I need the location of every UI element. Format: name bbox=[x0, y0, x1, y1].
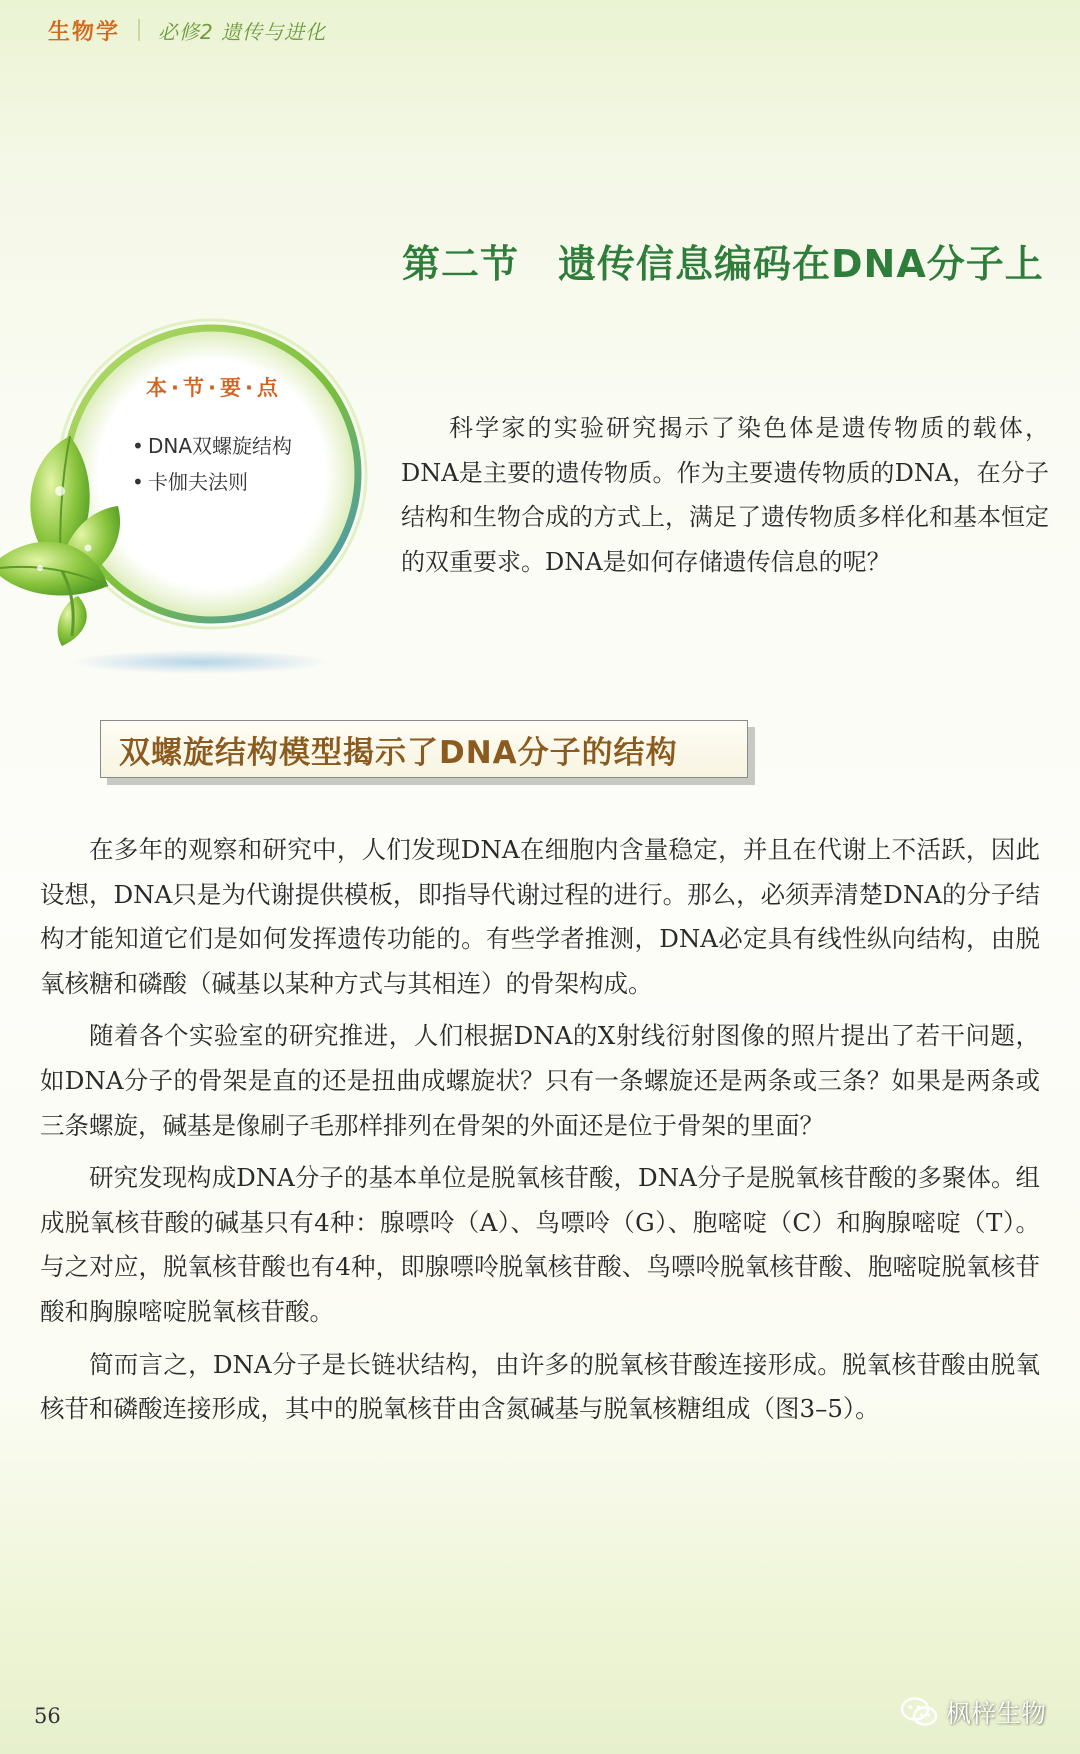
body-paragraph: 简而言之，DNA分子是长链状结构，由许多的脱氧核苷酸连接形成。脱氧核苷酸由脱氧核苷和磷酸连接形成，其中的脱氧核苷由含氮碱基与脱氧核糖组成（图3–5）。 bbox=[40, 1349, 1040, 1424]
key-point-item: • 卡伽夫法则 bbox=[132, 464, 292, 500]
watermark bbox=[900, 1694, 1046, 1730]
wechat-icon bbox=[900, 1696, 938, 1728]
body-text bbox=[40, 828, 1040, 1440]
header-book: 必修2 遗传与进化 bbox=[158, 19, 327, 44]
running-header bbox=[48, 10, 326, 50]
key-point-item: • DNA双螺旋结构 bbox=[132, 428, 292, 464]
watermark-text: 枫梓生物 bbox=[945, 1699, 1046, 1728]
header-subject: 生物学 bbox=[48, 19, 121, 45]
body-paragraph: 研究发现构成DNA分子的基本单位是脱氧核苷酸，DNA分子是脱氧核苷酸的多聚体。组成脱氧核苷酸的碱基只有4种：腺嘌呤（A）、鸟嘌呤（G）、胞嘧啶（C）和胸腺嘧啶（T）。与之对应，脱氧核苷酸也有4种，即腺嘌呤脱氧核苷酸、鸟嘌呤脱氧核苷酸、胞嘧啶脱氧核苷酸和胸腺嘧啶脱氧核苷酸。 bbox=[40, 1163, 1040, 1326]
subheading-box bbox=[100, 720, 748, 778]
body-paragraph: 在多年的观察和研究中，人们发现DNA在细胞内含量稳定，并且在代谢上不活跃，因此设想，DNA只是为代谢提供模板，即指导代谢过程的进行。那么，必须弄清楚DNA的分子结构才能知道它们是如何发挥遗传功能的。有些学者推测，DNA必定具有线性纵向结构，由脱氧核糖和磷酸（碱基以某种方式与其相连）的骨架构成。 bbox=[40, 835, 1040, 998]
key-points-list bbox=[132, 428, 292, 500]
intro-paragraph: 科学家的实验研究揭示了染色体是遗传物质的载体，DNA是主要的遗传物质。作为主要遗传物质的DNA，在分子结构和生物合成的方式上，满足了遗传物质多样化和基本恒定的双重要求。DNA是如何存储遗传信息的呢？ bbox=[401, 414, 1049, 576]
section-title: 第二节 遗传信息编码在DNA分子上 bbox=[402, 242, 1044, 286]
header-divider bbox=[138, 19, 140, 41]
page-number: 56 bbox=[34, 1704, 61, 1728]
key-points-title: 本·节·要·点 bbox=[146, 376, 282, 400]
subheading-text: 双螺旋结构模型揭示了DNA分子的结构 bbox=[119, 734, 678, 771]
body-paragraph: 随着各个实验室的研究推进，人们根据DNA的X射线衍射图像的照片提出了若干问题，如DNA分子的骨架是直的还是扭曲成螺旋状？只有一条螺旋还是两条或三条？如果是两条或三条螺旋，碱基是像刷子毛那样排列在骨架的外面还是位于骨架的里面？ bbox=[40, 1021, 1040, 1140]
